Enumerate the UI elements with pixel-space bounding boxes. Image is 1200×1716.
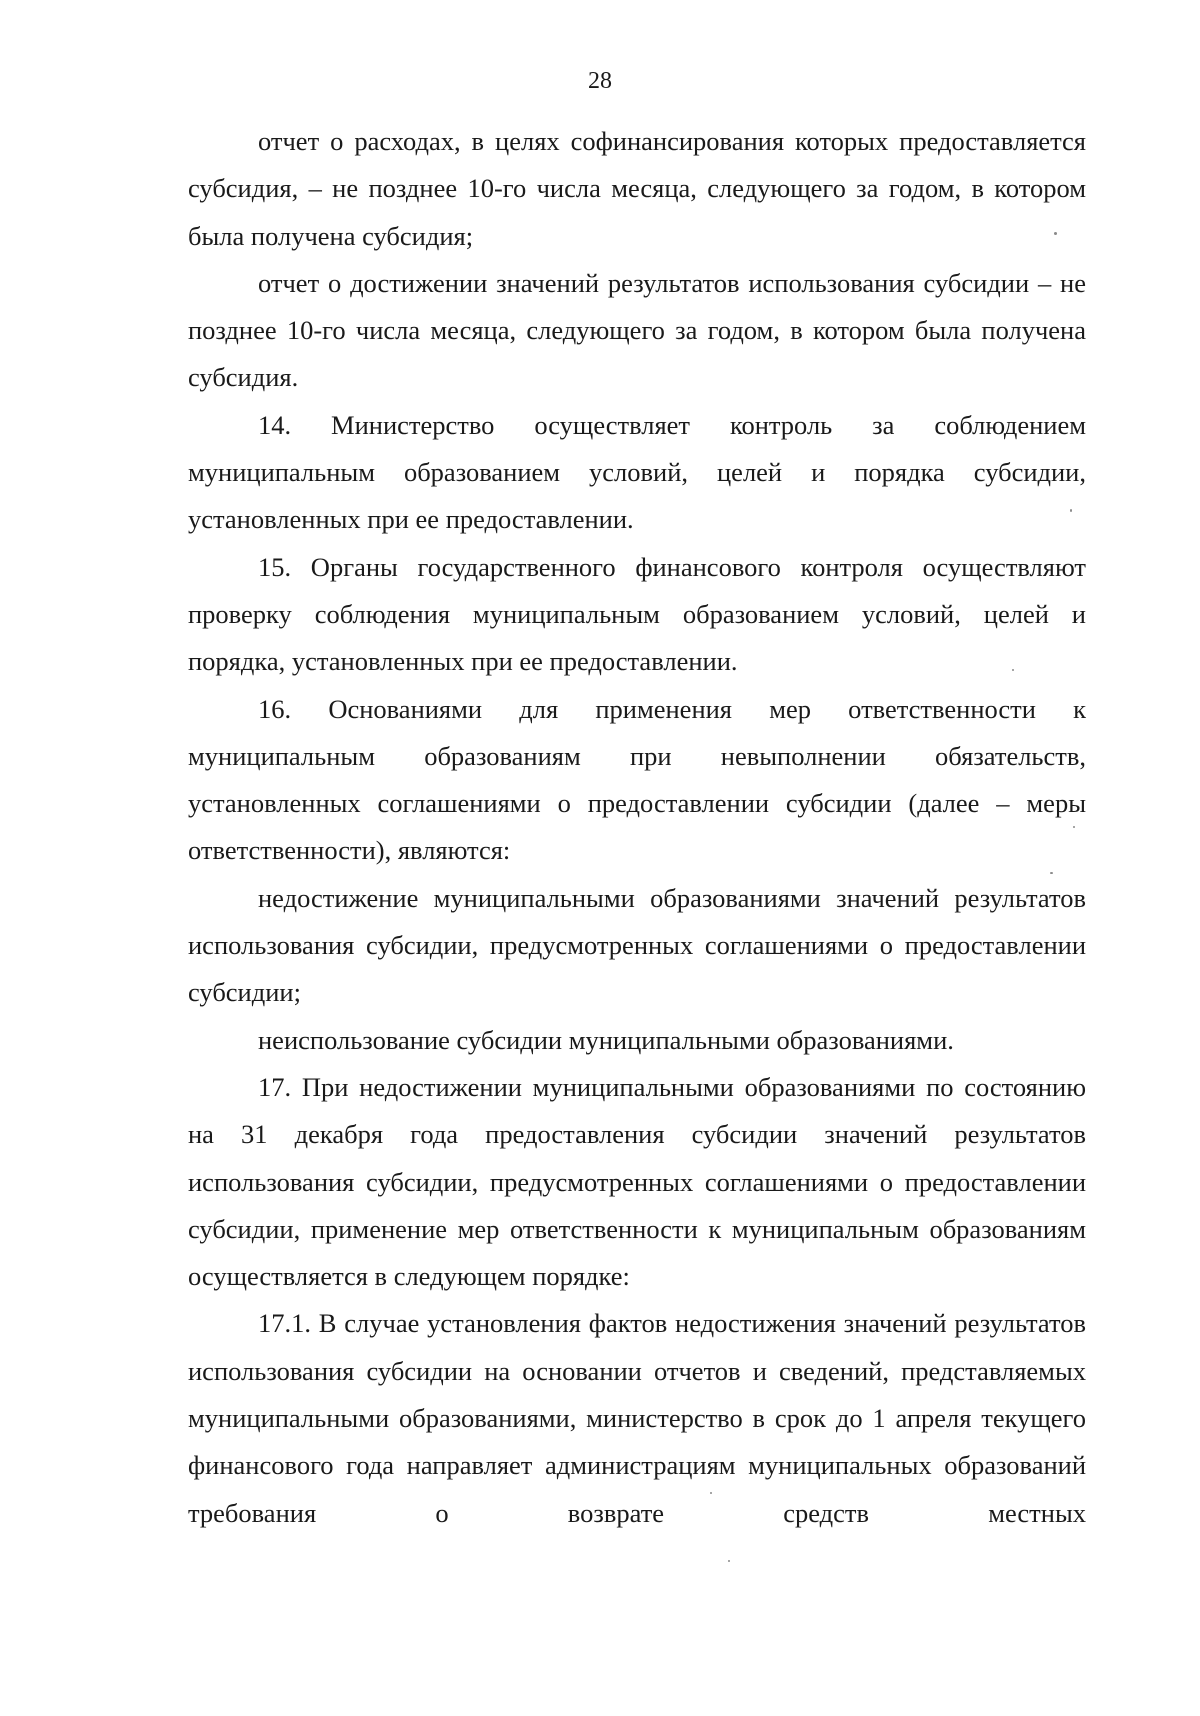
scan-speck [710, 1492, 712, 1494]
paragraph-clause-15: 15. Органы государственного финансового контроля осуществляют проверку соблюдения муниципальным образованием условий, целей и порядка, установленных при ее предоставлении. [188, 551, 1086, 677]
paragraph-clause-14: 14. Министерство осуществляет контроль за соблюдением муниципальным образованием условий, целей и порядка субсидии, установленных при ее предоставлении. [188, 409, 1086, 535]
scan-speck [1070, 509, 1072, 512]
scan-speck [1073, 826, 1075, 828]
paragraph-results-report: отчет о достижении значений результатов использования субсидии – не позднее 10-го числа месяца, следующего за годом, в котором была получена субсидия. [188, 267, 1086, 393]
page-number: 28 [588, 68, 612, 94]
paragraph-non-use: неиспользование субсидии муниципальными образованиями. [258, 1024, 954, 1055]
scan-speck [1054, 232, 1057, 235]
paragraph-clause-17-1: 17.1. В случае установления фактов недостижения значений результатов использования субсидии на основании отчетов и сведений, представляемых муниципальными образованиями, министерство в срок до 1 апреля текущего финансового года направляет администрациям муниципальных образований требования о возврате средств местных [188, 1308, 1086, 1528]
scan-speck [728, 1560, 730, 1562]
paragraph-non-achievement: недостижение муниципальными образованиями значений результатов использования субсидии, предусмотренных соглашениями о предоставлении субсидии; [188, 882, 1086, 1008]
paragraph-clause-17: 17. При недостижении муниципальными образованиями по состоянию на 31 декабря года предоставления субсидии значений результатов использования субсидии, предусмотренных соглашениями о предоставлении субсидии, применение мер ответственности к муниципальным образованиям осуществляется в следующем порядке: [188, 1071, 1086, 1292]
scan-speck [1050, 872, 1053, 874]
document-body [188, 118, 1086, 1537]
paragraph-clause-16: 16. Основаниями для применения мер ответственности к муниципальным образованиям при невыполнении обязательств, установленных соглашениями о предоставлении субсидии (далее – меры ответственности), являются: [188, 693, 1086, 866]
paragraph-expense-report: отчет о расходах, в целях софинансирования которых предоставляется субсидия, – не позднее 10-го числа месяца, следующего за годом, в котором была получена субсидия; [188, 126, 1086, 251]
scan-speck [1012, 669, 1014, 671]
